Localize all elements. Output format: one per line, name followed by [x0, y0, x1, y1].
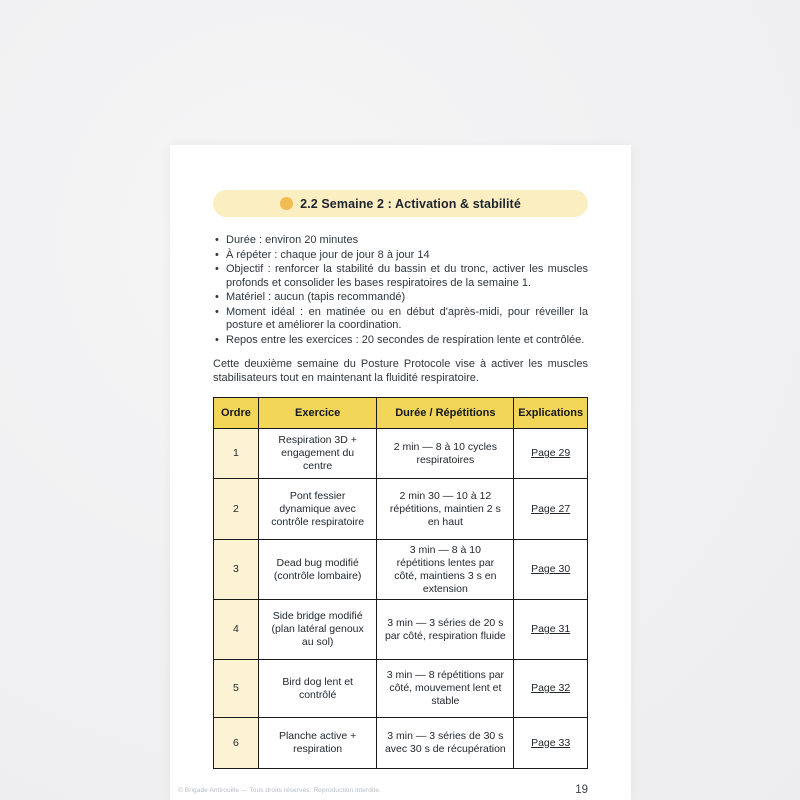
table-row [214, 479, 588, 540]
section-bullet-dot-icon [280, 197, 293, 210]
explanation-cell [514, 429, 588, 479]
intro-paragraph: Cette deuxième semaine du Posture Protocole vise à activer les muscles stabilisateurs tout en maintenant la fluidité respiratoire. [213, 358, 588, 384]
explanation-cell [514, 660, 588, 718]
exercise-cell: Bird dog lent et contrôlé [258, 660, 377, 718]
order-cell: 6 [214, 718, 259, 769]
section-title-pill [213, 190, 588, 217]
explanation-cell [514, 718, 588, 769]
page-link[interactable]: Page 31 [531, 623, 571, 635]
table-header-row [214, 398, 588, 429]
page-link[interactable]: Page 29 [531, 447, 571, 459]
intro-bullet-list [213, 234, 588, 347]
bullet-item-moment: • Moment idéal : en matinée ou en début d'après-midi, pour réveiller la posture et améliorer la coordination. [226, 306, 588, 333]
exercise-cell: Side bridge modifié (plan latéral genoux au sol) [258, 600, 377, 660]
col-header-duree: Durée / Répétitions [377, 398, 514, 429]
col-header-exercice: Exercice [258, 398, 377, 429]
table-row [214, 429, 588, 479]
page-link[interactable]: Page 27 [531, 502, 571, 515]
bullet-item-materiel: • Matériel : aucun (tapis recommandé) [226, 291, 588, 305]
exercise-cell: Planche active + respiration [258, 718, 377, 769]
bullet-item-objectif: • Objectif : renforcer la stabilité du bassin et du tronc, activer les muscles profonds et consolider les bases respiratoires de la semaine 1. [226, 263, 588, 290]
order-cell: 3 [214, 540, 259, 600]
exercise-cell: Pont fessier dynamique avec contrôle respiratoire [258, 479, 377, 540]
col-header-ordre: Ordre [214, 398, 259, 429]
duration-cell: 3 min — 3 séries de 20 s par côté, respiration fluide [377, 600, 514, 660]
section-title: 2.2 Semaine 2 : Activation & stabilité [300, 196, 521, 211]
duration-cell: 3 min — 3 séries de 30 s avec 30 s de récupération [377, 718, 514, 769]
table-row [214, 600, 588, 660]
bullet-item-duree: • Durée : environ 20 minutes [226, 234, 588, 248]
order-cell: 1 [214, 429, 259, 479]
copyright-footer: © Brigade Antirouille — Tous droits réservés. Reproduction interdite. [178, 787, 382, 794]
explanation-cell [514, 479, 588, 540]
duration-cell: 2 min — 8 à 10 cycles respiratoires [377, 429, 514, 479]
table-row [214, 660, 588, 718]
duration-cell: 3 min — 8 répétitions par côté, mouvement lent et stable [377, 660, 514, 718]
page-link[interactable]: Page 33 [531, 736, 571, 749]
table-row [214, 718, 588, 769]
bullet-item-repeter: • À répéter : chaque jour de jour 8 à jour 14 [226, 249, 588, 263]
duration-cell: 2 min 30 — 10 à 12 répétitions, maintien 2 s en haut [377, 479, 514, 540]
order-cell: 5 [214, 660, 259, 718]
table-row [214, 540, 588, 600]
explanation-cell [514, 540, 588, 600]
order-cell: 2 [214, 479, 259, 540]
exercise-cell: Respiration 3D + engagement du centre [258, 429, 377, 479]
order-cell: 4 [214, 600, 259, 660]
col-header-explications: Explications [514, 398, 588, 429]
exercise-cell: Dead bug modifié (contrôle lombaire) [258, 540, 377, 600]
exercise-table [213, 397, 588, 769]
duration-cell: 3 min — 8 à 10 répétitions lentes par côté, maintiens 3 s en extension [377, 540, 514, 600]
document-page [170, 145, 631, 800]
explanation-cell [514, 600, 588, 660]
page-number: 19 [575, 784, 588, 796]
page-link[interactable]: Page 30 [531, 563, 571, 575]
page-link[interactable]: Page 32 [531, 682, 571, 694]
bullet-item-repos: • Repos entre les exercices : 20 secondes de respiration lente et contrôlée. [226, 334, 588, 348]
